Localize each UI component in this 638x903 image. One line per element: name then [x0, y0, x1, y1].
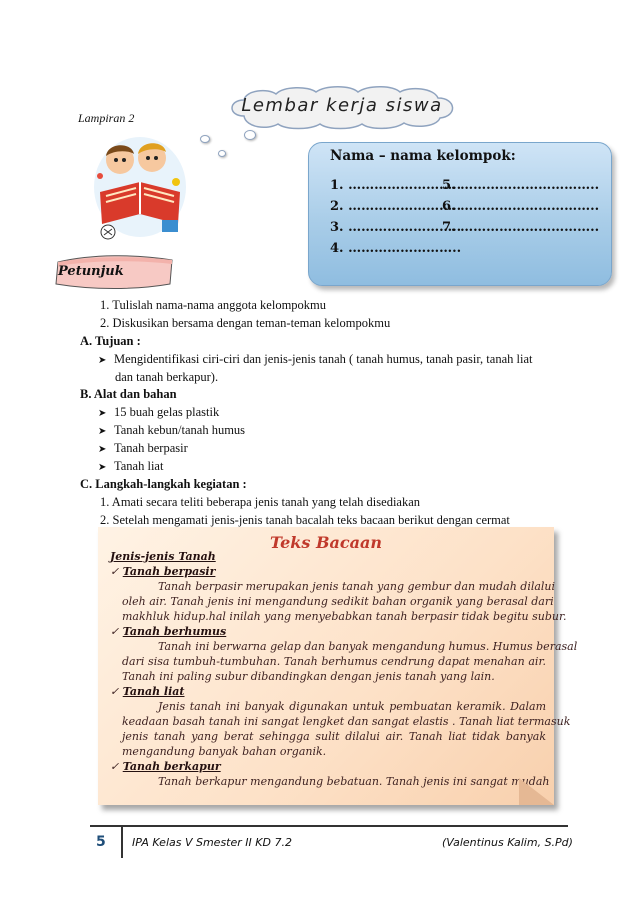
section-name: Tanah berkapur [122, 760, 221, 773]
alat-item [98, 404, 219, 422]
arrow-bullet-icon: ➤ [98, 355, 107, 366]
alat-item [98, 422, 245, 440]
langkah-step-2: 2. Setelah mengamati jenis-jenis tanah bacalah teks bacaan berikut dengan cermat [100, 513, 510, 527]
section-name: Tanah berhumus [122, 625, 227, 638]
group-name-field-1[interactable]: 1. …………………….. [330, 178, 462, 193]
section-line: Tanah berpasir merupakan jenis tanah yang gembur dan mudah dilalui [158, 580, 556, 593]
section-heading [110, 759, 221, 774]
section-heading [110, 624, 226, 639]
footer-separator [121, 826, 123, 858]
group-name-field-4[interactable]: 4. …………………….. [330, 241, 462, 256]
section-line: Tanah ini paling subur dibandingkan dengan jenis tanah yang lain. [122, 670, 495, 683]
worksheet-title: Lembar kerja siswa [241, 95, 443, 116]
alat-item [98, 458, 163, 476]
section-line: Tanah berkapur mengandung bebatuan. Tanah jenis ini sangat mudah [158, 775, 550, 788]
alat-item [98, 440, 188, 458]
tujuan-text: Mengidentifikasi ciri-ciri dan jenis-jenis tanah ( tanah humus, tanah pasir, tanah liat [114, 352, 533, 366]
reading-text-area [98, 527, 578, 788]
alat-item-label: 15 buah gelas plastik [114, 405, 220, 419]
group-name-field-5[interactable]: 5. ………………………….. [442, 178, 600, 193]
arrow-bullet-icon: ➤ [98, 408, 107, 419]
tujuan-item [98, 351, 532, 369]
checkmark-icon: ✓ [110, 565, 123, 578]
section-line: Tanah ini berwarna gelap dan banyak mengandung humus. Humus berasal [158, 640, 578, 653]
checkmark-icon: ✓ [110, 685, 123, 698]
checkmark-icon: ✓ [110, 625, 123, 638]
petunjuk-step-2: 2. Diskusikan bersama dengan teman-teman kelompokmu [100, 316, 391, 330]
alat-item-label: Tanah liat [114, 459, 164, 473]
footer-rule [90, 825, 568, 827]
checkmark-icon: ✓ [110, 760, 123, 773]
thought-bubble-small [200, 135, 210, 143]
section-line: Jenis tanah ini banyak digunakan untuk pembuatan keramik. Dalam [158, 700, 546, 713]
petunjuk-label: Petunjuk [58, 264, 124, 279]
section-line: keadaan basah tanah ini sangat lengket dan sangat elastis . Tanah liat termasuk [122, 715, 571, 728]
page-curl-corner [519, 778, 554, 805]
group-names-title: Nama – nama kelompok: [330, 148, 516, 164]
section-line: oleh air. Tanah jenis ini mengandung sedikit bahan organik yang berasal dari [122, 595, 554, 608]
arrow-bullet-icon: ➤ [98, 444, 107, 455]
group-name-field-2[interactable]: 2. …………………….. [330, 199, 462, 214]
reading-title: Teks Bacaan [270, 533, 382, 552]
section-heading [110, 564, 215, 579]
arrow-bullet-icon: ➤ [98, 426, 107, 437]
section-heading [110, 684, 185, 699]
section-line: dari sisa tumbuh-tumbuhan. Tanah berhumus cendrung dapat menahan air. [122, 655, 546, 668]
alat-heading: B. Alat dan bahan [80, 387, 177, 401]
petunjuk-step-1: 1. Tulislah nama-nama anggota kelompokmu [100, 298, 327, 312]
thought-bubble-tiny [218, 150, 226, 157]
alat-item-label: Tanah kebun/tanah humus [114, 423, 246, 437]
lampiran-label: Lampiran 2 [78, 111, 135, 125]
footer-course: IPA Kelas V Smester II KD 7.2 [132, 836, 292, 849]
langkah-step-1: 1. Amati secara teliti beberapa jenis tanah yang telah disediakan [100, 495, 421, 509]
section-name: Tanah liat [122, 685, 185, 698]
section-line: jenis tanah yang berat sehingga sulit dilalui air. Tanah liat tidak banyak [122, 730, 546, 743]
group-name-field-3[interactable]: 3. …………………….. [330, 220, 462, 235]
tujuan-heading: A. Tujuan : [80, 334, 141, 348]
section-line: makhluk hidup.hal inilah yang menyebabkan tanah berpasir tidak begitu subur. [122, 610, 567, 623]
alat-item-label: Tanah berpasir [114, 441, 188, 455]
group-name-field-7[interactable]: 7. ………………………….. [442, 220, 600, 235]
arrow-bullet-icon: ➤ [98, 462, 107, 473]
kids-reading-illustration [90, 132, 190, 242]
section-line: mengandung banyak bahan organik. [122, 745, 327, 758]
section-name: Tanah berpasir [122, 565, 216, 578]
reading-subtitle: Jenis-jenis Tanah [110, 550, 216, 563]
thought-bubble-medium [244, 130, 256, 140]
langkah-heading: C. Langkah-langkah kegiatan : [80, 477, 247, 491]
group-name-field-6[interactable]: 6. ………………………….. [442, 199, 600, 214]
page-number: 5 [96, 834, 106, 850]
tujuan-text-cont: dan tanah berkapur). [115, 370, 219, 384]
footer-author: (Valentinus Kalim, S.Pd) [442, 836, 573, 849]
